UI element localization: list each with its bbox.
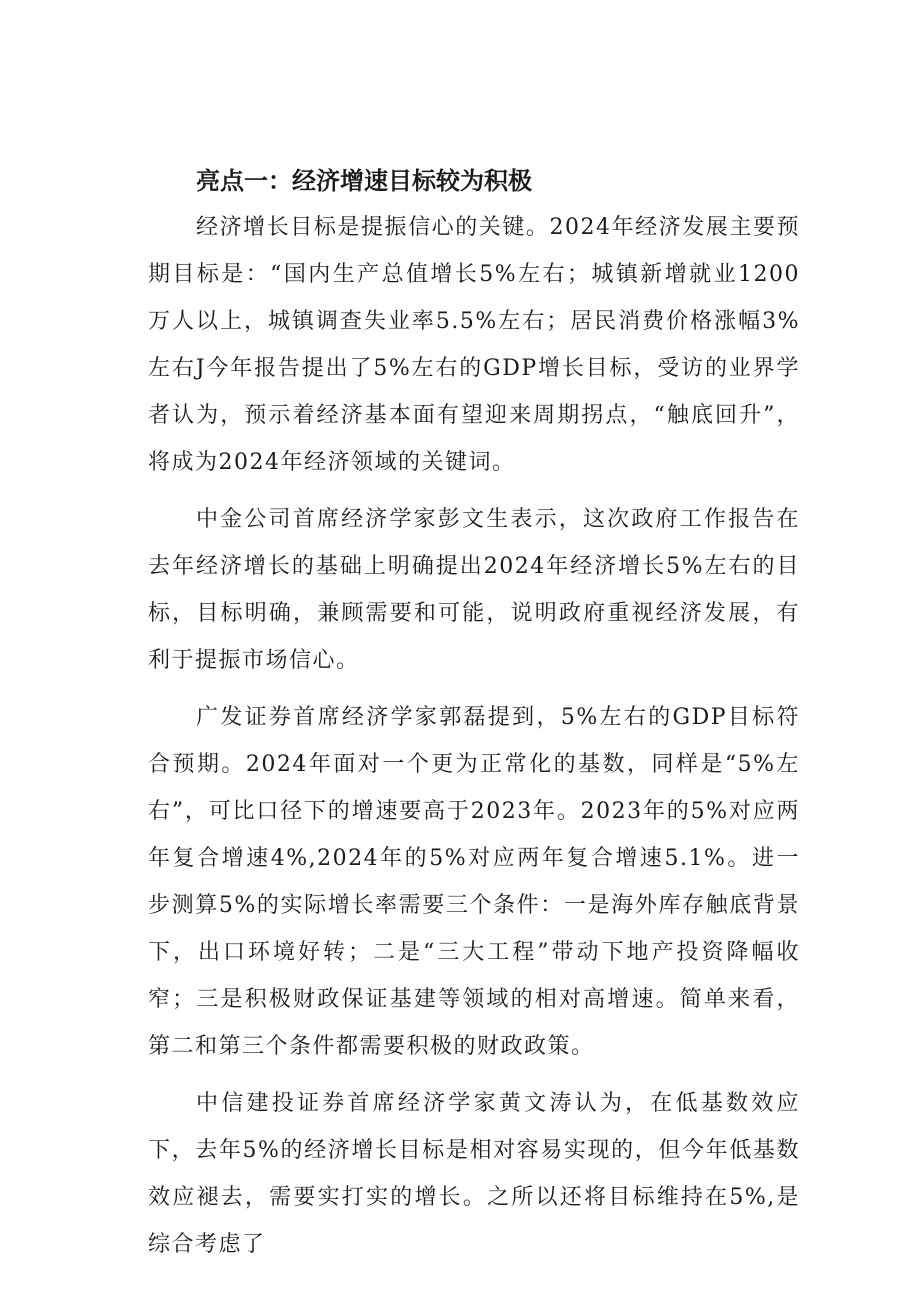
document-page xyxy=(148,158,800,1278)
paragraph-growth-target: 经济增长目标是提振信心的关键。2024年经济发展主要预期目标是：“国内生产总值增长5%左右；城镇新增就业1200万人以上，城镇调查失业率5.5%左右；居民消费价格涨幅3%左右J今年报告提出了5%左右的GDP增长目标，受访的业界学者认为，预示着经济基本面有望迎来周期拐点，“触底回升”，将成为2024年经济领域的关键词。 xyxy=(148,215,800,475)
paragraph-cicc-comment: 中金公司首席经济学家彭文生表示，这次政府工作报告在去年经济增长的基础上明确提出2024年经济增长5%左右的目标，目标明确，兼顾需要和可能，说明政府重视经济发展，有利于提振市场信心。 xyxy=(148,507,800,673)
paragraph-gf-securities-comment: 广发证券首席经济学家郭磊提到，5%左右的GDP目标符合预期。2024年面对一个更为正常化的基数，同样是“5%左右”，可比口径下的增速要高于2023年。2023年的5%对应两年复合增速4%,2024年的5%对应两年复合增速5.1%。进一步测算5%的实际增长率需要三个条件：一是海外库存触底背景下，出口环境好转；二是“三大工程”带动下地产投资降幅收窄；三是积极财政保证基建等领域的相对高增速。简单来看，第二和第三个条件都需要积极的财政政策。 xyxy=(148,705,800,1059)
paragraph-citic-comment: 中信建投证券首席经济学家黄文涛认为，在低基数效应下，去年5%的经济增长目标是相对容易实现的，但今年低基数效应褪去，需要实打实的增长。之所以还将目标维持在5%,是综合考虑了 xyxy=(148,1091,800,1257)
section-heading: 亮点一：经济增速目标较为积极 xyxy=(196,167,532,195)
